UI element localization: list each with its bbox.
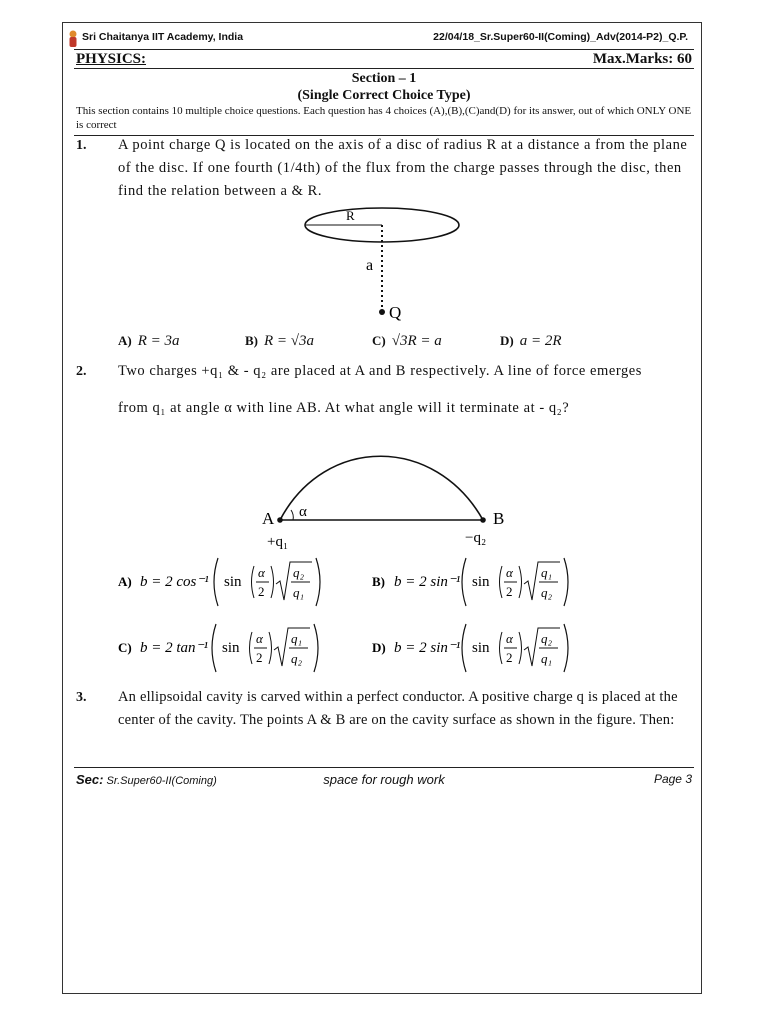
footer-section: Sec: Sr.Super60-II(Coming) xyxy=(76,772,217,787)
svg-text:q₁: q₁ xyxy=(293,585,305,600)
section-title: Section – 1 xyxy=(351,71,417,86)
svg-text:b = 2 sin⁻¹: b = 2 sin⁻¹ xyxy=(394,574,461,590)
svg-text:q₂: q₂ xyxy=(291,651,303,666)
question-2-text-line2: from q₁ at angle α with line AB. At what angle will it terminate at - q₂? xyxy=(118,400,570,416)
svg-text:q₂: q₂ xyxy=(541,631,553,646)
footer-divider xyxy=(74,767,694,768)
question-1-option-b[interactable]: B) R = √3a xyxy=(245,333,315,349)
angle-arc xyxy=(291,510,293,520)
svg-text:2: 2 xyxy=(256,650,263,665)
angle-alpha-label: α xyxy=(299,504,307,520)
svg-text:α: α xyxy=(256,631,263,646)
svg-text:b = 2 tan⁻¹: b = 2 tan⁻¹ xyxy=(140,640,208,656)
svg-text:2: 2 xyxy=(506,650,513,665)
point-a-label: A xyxy=(262,509,275,528)
svg-text:sin: sin xyxy=(224,574,242,590)
question-1-number: 1. xyxy=(76,138,87,153)
svg-text:b = 2 cos⁻¹: b = 2 cos⁻¹ xyxy=(140,574,209,590)
svg-text:B): B) xyxy=(372,574,385,589)
svg-text:D): D) xyxy=(372,640,386,655)
question-3-number: 3. xyxy=(76,690,87,705)
svg-text:α: α xyxy=(506,565,513,580)
svg-text:sin: sin xyxy=(472,640,490,656)
svg-text:sin: sin xyxy=(472,574,490,590)
question-1-option-a[interactable]: A) R = 3a xyxy=(118,333,180,349)
svg-text:2: 2 xyxy=(258,584,265,599)
question-1-figure xyxy=(300,200,470,325)
question-1-text: A point charge Q is located on the axis of a disc of radius R at a distance a from the plane of the disc. If one fourth (1/4th) of the flux from the charge passes through the disc, then find the relation between a & R. xyxy=(118,137,688,199)
max-marks: Max.Marks: 60 xyxy=(592,51,692,67)
svg-text:q₂: q₂ xyxy=(293,565,305,580)
question-1-option-c[interactable]: C) √3R = a xyxy=(372,333,442,349)
point-b-label: B xyxy=(493,509,505,528)
svg-text:b = 2 sin⁻¹: b = 2 sin⁻¹ xyxy=(394,640,461,656)
header-divider xyxy=(74,49,694,50)
field-line-arc xyxy=(280,456,483,520)
institute-name: Sri Chaitanya IIT Academy, India xyxy=(82,31,244,43)
svg-text:q₁: q₁ xyxy=(541,651,553,666)
paper-code: 22/04/18_Sr.Super60-II(Coming)_Adv(2014-P2)_Q.P. xyxy=(433,31,688,43)
question-3-text: An ellipsoidal cavity is carved within a perfect conductor. A positive charge q is placed at the center of the cavity. The points A & B are on the cavity surface as shown in the figure. Then: xyxy=(118,689,678,728)
svg-text:C): C) xyxy=(118,640,132,655)
distance-label: a xyxy=(366,257,374,274)
svg-text:α: α xyxy=(506,631,513,646)
svg-text:q₁: q₁ xyxy=(541,565,553,580)
svg-text:2: 2 xyxy=(506,584,513,599)
question-2-text-line1: Two charges +q₁ & - q₂ are placed at A and B respectively. A line of force emerges xyxy=(118,363,642,379)
section-type: (Single Correct Choice Type) xyxy=(297,88,471,103)
subject-title: PHYSICS: xyxy=(76,51,147,67)
charge-label: Q xyxy=(389,303,402,322)
charge-b-label: −q₂ xyxy=(465,530,487,546)
section-instructions: This section contains 10 multiple choice questions. Each question has 4 choices (A),(B),(C)and(D) for its answer, out of which ONLY ONE is correct xyxy=(76,105,692,131)
question-2-number: 2. xyxy=(76,364,87,379)
svg-text:q₁: q₁ xyxy=(291,631,303,646)
radius-label: R xyxy=(346,208,355,223)
question-2-option-a[interactable] xyxy=(112,552,342,612)
footer-page-number: Page 3 xyxy=(653,772,692,786)
question-2-option-c[interactable] xyxy=(112,618,342,678)
question-1-option-d[interactable]: D) a = 2R xyxy=(500,333,562,349)
svg-text:α: α xyxy=(258,565,265,580)
question-2-option-b[interactable] xyxy=(366,552,596,612)
svg-text:A): A) xyxy=(118,574,132,589)
svg-text:q₂: q₂ xyxy=(541,585,553,600)
charge-point xyxy=(379,309,385,315)
point-b-dot xyxy=(480,517,486,523)
charge-a-label: +q₁ xyxy=(267,534,289,550)
footer-rough-work: space for rough work xyxy=(323,772,445,787)
svg-text:sin: sin xyxy=(222,640,240,656)
question-2-option-d[interactable] xyxy=(366,618,596,678)
institute-logo-icon xyxy=(68,30,78,48)
subject-divider xyxy=(74,68,694,69)
question-2-figure xyxy=(255,450,525,550)
point-a-dot xyxy=(277,517,283,523)
